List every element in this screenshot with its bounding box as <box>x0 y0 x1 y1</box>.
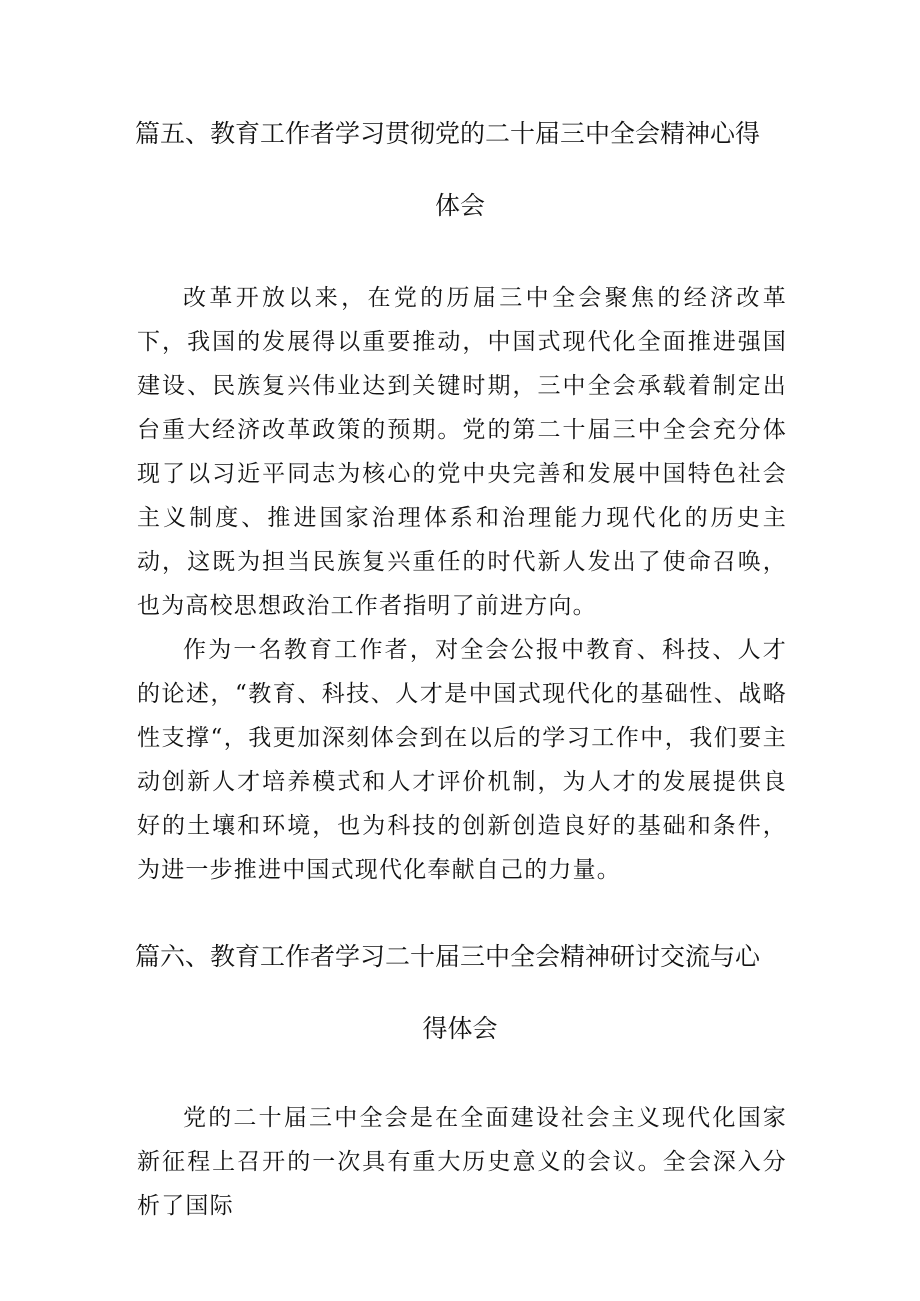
section5-title <box>135 98 785 242</box>
section5-paragraph-1: 改革开放以来，在党的历届三中全会聚焦的经济改革下，我国的发展得以重要推动，中国式现代化全面推进强国建设、民族复兴伟业达到关键时期，三中全会承载着制定出台重大经济改革政策的预期。党的第二十届三中全会充分体现了以习近平同志为核心的党中央完善和发展中国特色社会主义制度、推进国家治理体系和治理能力现代化的历史主动，这既为担当民族复兴重任的时代新人发出了使命召唤，也为高校思想政治工作者指明了前进方向。 <box>137 285 787 619</box>
section6-paragraph-1: 党的二十届三中全会是在全面建设社会主义现代化国家新征程上召开的一次具有重大历史意义的会议。全会深入分析了国际 <box>137 1105 787 1219</box>
section5-paragraph-2: 作为一名教育工作者，对全会公报中教育、科技、人才的论述，“教育、科技、人才是中国式现代化的基础性、战略性支撑“，我更加深刻体会到在以后的学习工作中，我们要主动创新人才培养模式和人才评价机制，为人才的发展提供良好的土壤和环境，也为科技的创新创造良好的基础和条件，为进一步推进中国式现代化奉献自己的力量。 <box>137 637 787 883</box>
section5-title-line1: 篇五、教育工作者学习贯彻党的二十届三中全会精神心得 <box>135 119 761 148</box>
section6-title <box>135 921 785 1065</box>
section6-title-line2: 得体会 <box>422 1014 498 1043</box>
section5-title-line2: 体会 <box>434 191 485 220</box>
section6-title-line1: 篇六、教育工作者学习二十届三中全会精神研讨交流与心 <box>135 942 761 971</box>
